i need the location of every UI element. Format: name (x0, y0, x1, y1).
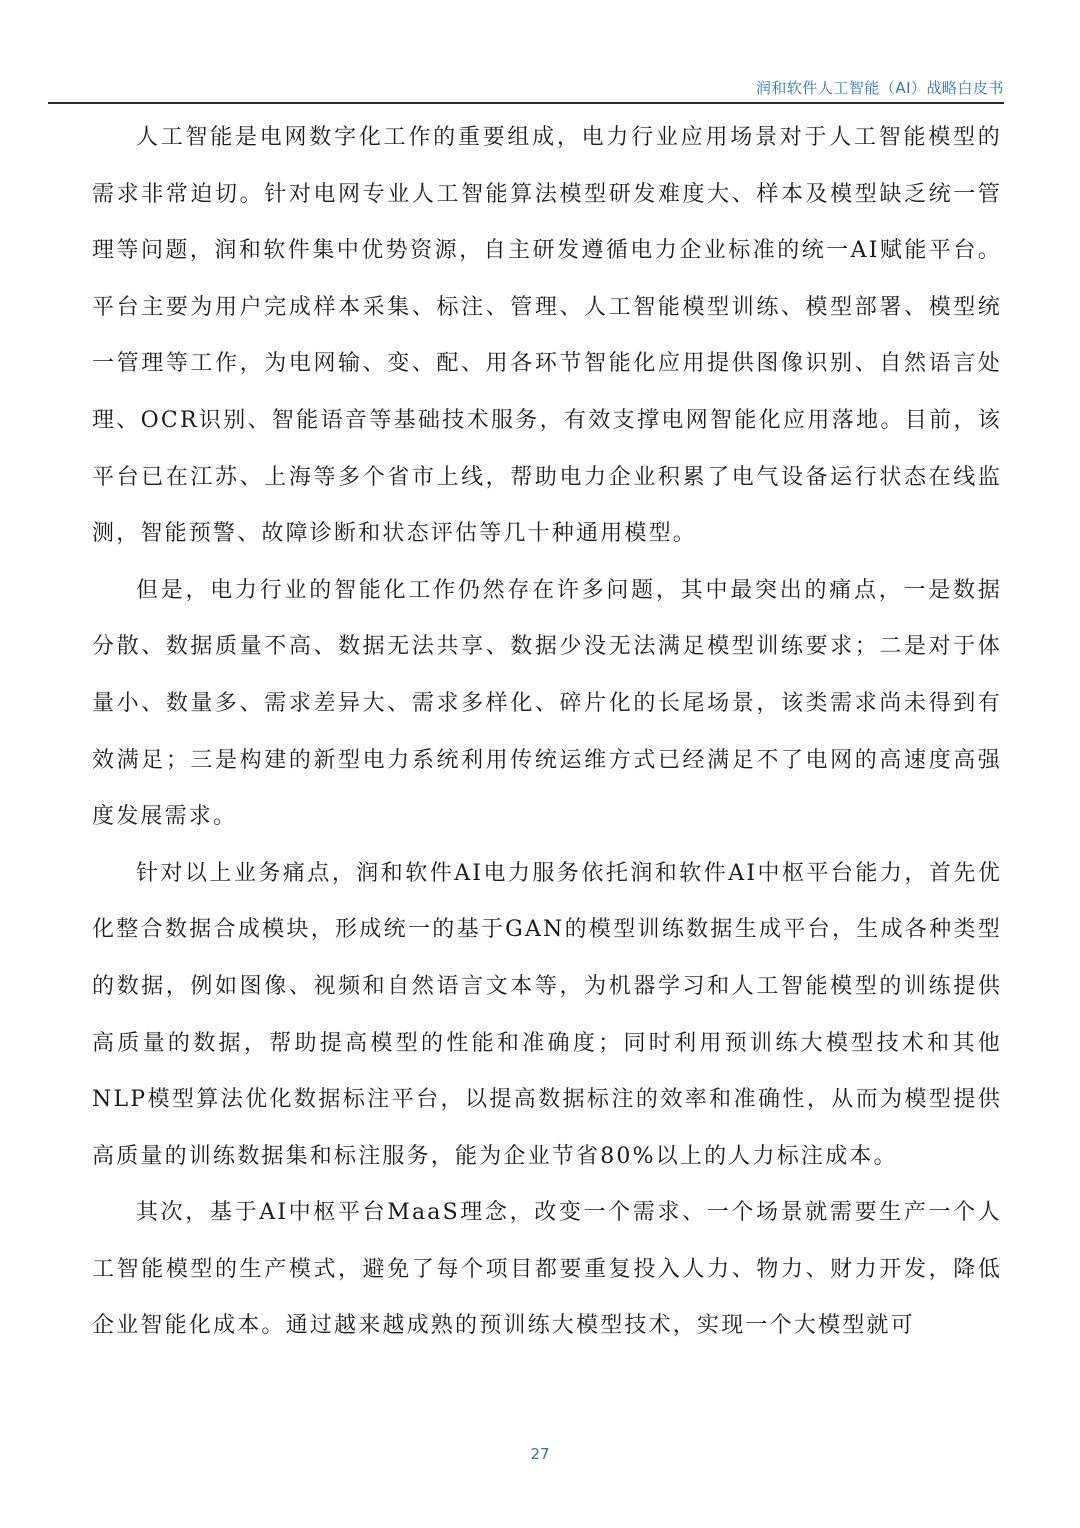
page-number: 27 (530, 1445, 550, 1463)
paragraph-1: 人工智能是电网数字化工作的重要组成，电力行业应用场景对于人工智能模型的需求非常迫切。针对电网专业人工智能算法模型研发难度大、样本及模型缺乏统一管理等问题，润和软件集中优势资源，自主研发遵循电力企业标准的统一AI赋能平台。平台主要为用户完成样本采集、标注、管理、人工智能模型训练、模型部署、模型统一管理等工作，为电网输、变、配、用各环节智能化应用提供图像识别、自然语言处理、OCR识别、智能语音等基础技术服务，有效支撑电网智能化应用落地。目前，该平台已在江苏、上海等多个省市上线，帮助电力企业积累了电气设备运行状态在线监测，智能预警、故障诊断和状态评估等几十种通用模型。 (92, 125, 1002, 547)
paragraph-2: 但是，电力行业的智能化工作仍然存在许多问题，其中最突出的痛点，一是数据分散、数据质量不高、数据无法共享、数据少没无法满足模型训练要求；二是对于体量小、数量多、需求差异大、需求多样化、碎片化的长尾场景，该类需求尚未得到有效满足；三是构建的新型电力系统利用传统运维方式已经满足不了电网的高速度高强度发展需求。 (92, 577, 1002, 830)
paragraph-3: 针对以上业务痛点，润和软件AI电力服务依托润和软件AI中枢平台能力，首先优化整合数据合成模块，形成统一的基于GAN的模型训练数据生成平台，生成各种类型的数据，例如图像、视频和自然语言文本等，为机器学习和人工智能模型的训练提供高质量的数据，帮助提高模型的性能和准确度；同时利用预训练大模型技术和其他NLP模型算法优化数据标注平台，以提高数据标注的效率和准确性，从而为模型提供高质量的训练数据集和标注服务，能为企业节省80%以上的人力标注成本。 (92, 860, 1002, 1169)
page-header (48, 74, 1004, 104)
header-title: 润和软件人工智能（AI）战略白皮书 (755, 79, 1004, 97)
paragraph-4: 其次，基于AI中枢平台MaaS理念，改变一个需求、一个场景就需要生产一个人工智能模型的生产模式，避免了每个项目都要重复投入人力、物力、财力开发，降低企业智能化成本。通过越来越成熟的预训练大模型技术，实现一个大模型就可 (92, 1200, 1002, 1339)
document-body (92, 110, 1002, 1355)
